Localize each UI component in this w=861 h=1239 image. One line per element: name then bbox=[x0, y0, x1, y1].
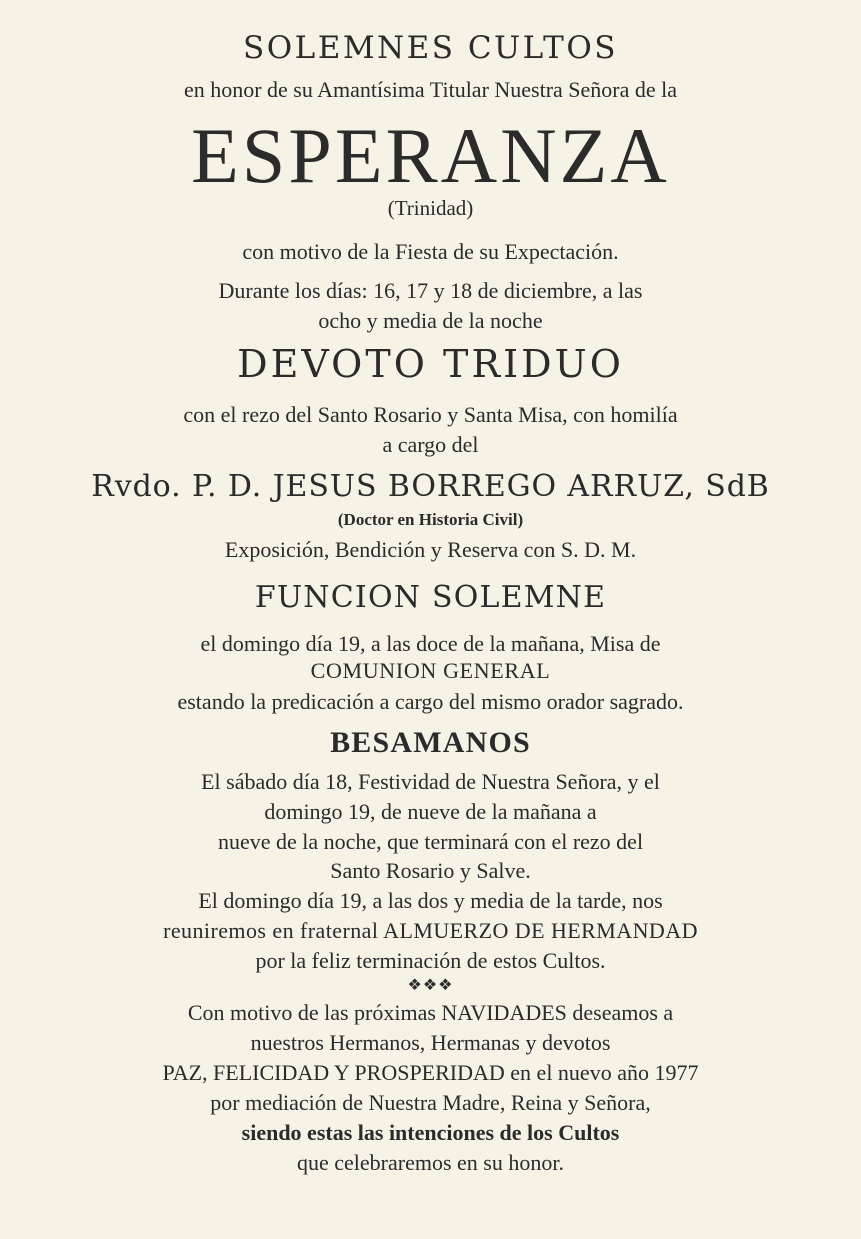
besamanos-line: El sábado día 18, Festividad de Nuestra Señora, y el bbox=[201, 769, 660, 794]
closing-line-emphasis: siendo estas las intenciones de los Cultos bbox=[241, 1120, 620, 1145]
preacher-name: Rvdo. P. D. JESUS BORREGO ARRUZ, SdB bbox=[91, 469, 770, 504]
triduo-line-1: con el rezo del Santo Rosario y Santa Misa, con homilía bbox=[183, 402, 678, 427]
closing-line: por mediación de Nuestra Madre, Reina y Señora, bbox=[210, 1090, 651, 1115]
besamanos-heading: BESAMANOS bbox=[330, 726, 531, 759]
triduo-line-2: a cargo del bbox=[382, 432, 479, 457]
besamanos-line: reuniremos en fraternal ALMUERZO DE HERMANDAD bbox=[163, 918, 698, 943]
closing-line: que celebraremos en su honor. bbox=[297, 1150, 564, 1175]
funcion-line-2: COMUNION GENERAL bbox=[310, 658, 551, 683]
closing-line: Con motivo de las próximas NAVIDADES deseamos a bbox=[187, 1000, 674, 1025]
heading: SOLEMNES CULTOS bbox=[243, 30, 618, 66]
ornament-divider: ❖❖❖ bbox=[407, 977, 454, 994]
exposition-line: Exposición, Bendición y Reserva con S. D. M. bbox=[224, 537, 637, 562]
closing-line: nuestros Hermanos, Hermanas y devotos bbox=[250, 1030, 611, 1055]
funcion-line-3: estando la predicación a cargo del mismo orador sagrado. bbox=[177, 689, 684, 714]
closing-line: PAZ, FELICIDAD Y PROSPERIDAD en el nuevo año 1977 bbox=[162, 1060, 699, 1085]
besamanos-line: por la feliz terminación de estos Cultos. bbox=[255, 948, 606, 973]
dates-line-2: ocho y media de la noche bbox=[318, 308, 543, 333]
funcion-line-1: el domingo día 19, a las doce de la mañana, Misa de bbox=[200, 631, 661, 656]
occasion-line: con motivo de la Fiesta de su Expectación. bbox=[242, 239, 619, 264]
subtitle: (Trinidad) bbox=[387, 196, 474, 220]
honor-line: en honor de su Amantísima Titular Nuestra Señora de la bbox=[183, 77, 678, 102]
preacher-title: (Doctor en Historia Civil) bbox=[337, 510, 524, 529]
besamanos-line: nueve de la noche, que terminará con el rezo del bbox=[217, 829, 644, 854]
main-title: ESPERANZA bbox=[191, 112, 670, 199]
besamanos-line: El domingo día 19, a las dos y media de la tarde, nos bbox=[198, 888, 663, 913]
besamanos-line: Santo Rosario y Salve. bbox=[330, 858, 531, 883]
besamanos-line: domingo 19, de nueve de la mañana a bbox=[264, 799, 597, 824]
triduo-heading: DEVOTO TRIDUO bbox=[237, 342, 624, 386]
dates-line-1: Durante los días: 16, 17 y 18 de diciembre, a las bbox=[218, 278, 643, 303]
funcion-heading: FUNCION SOLEMNE bbox=[254, 580, 607, 615]
